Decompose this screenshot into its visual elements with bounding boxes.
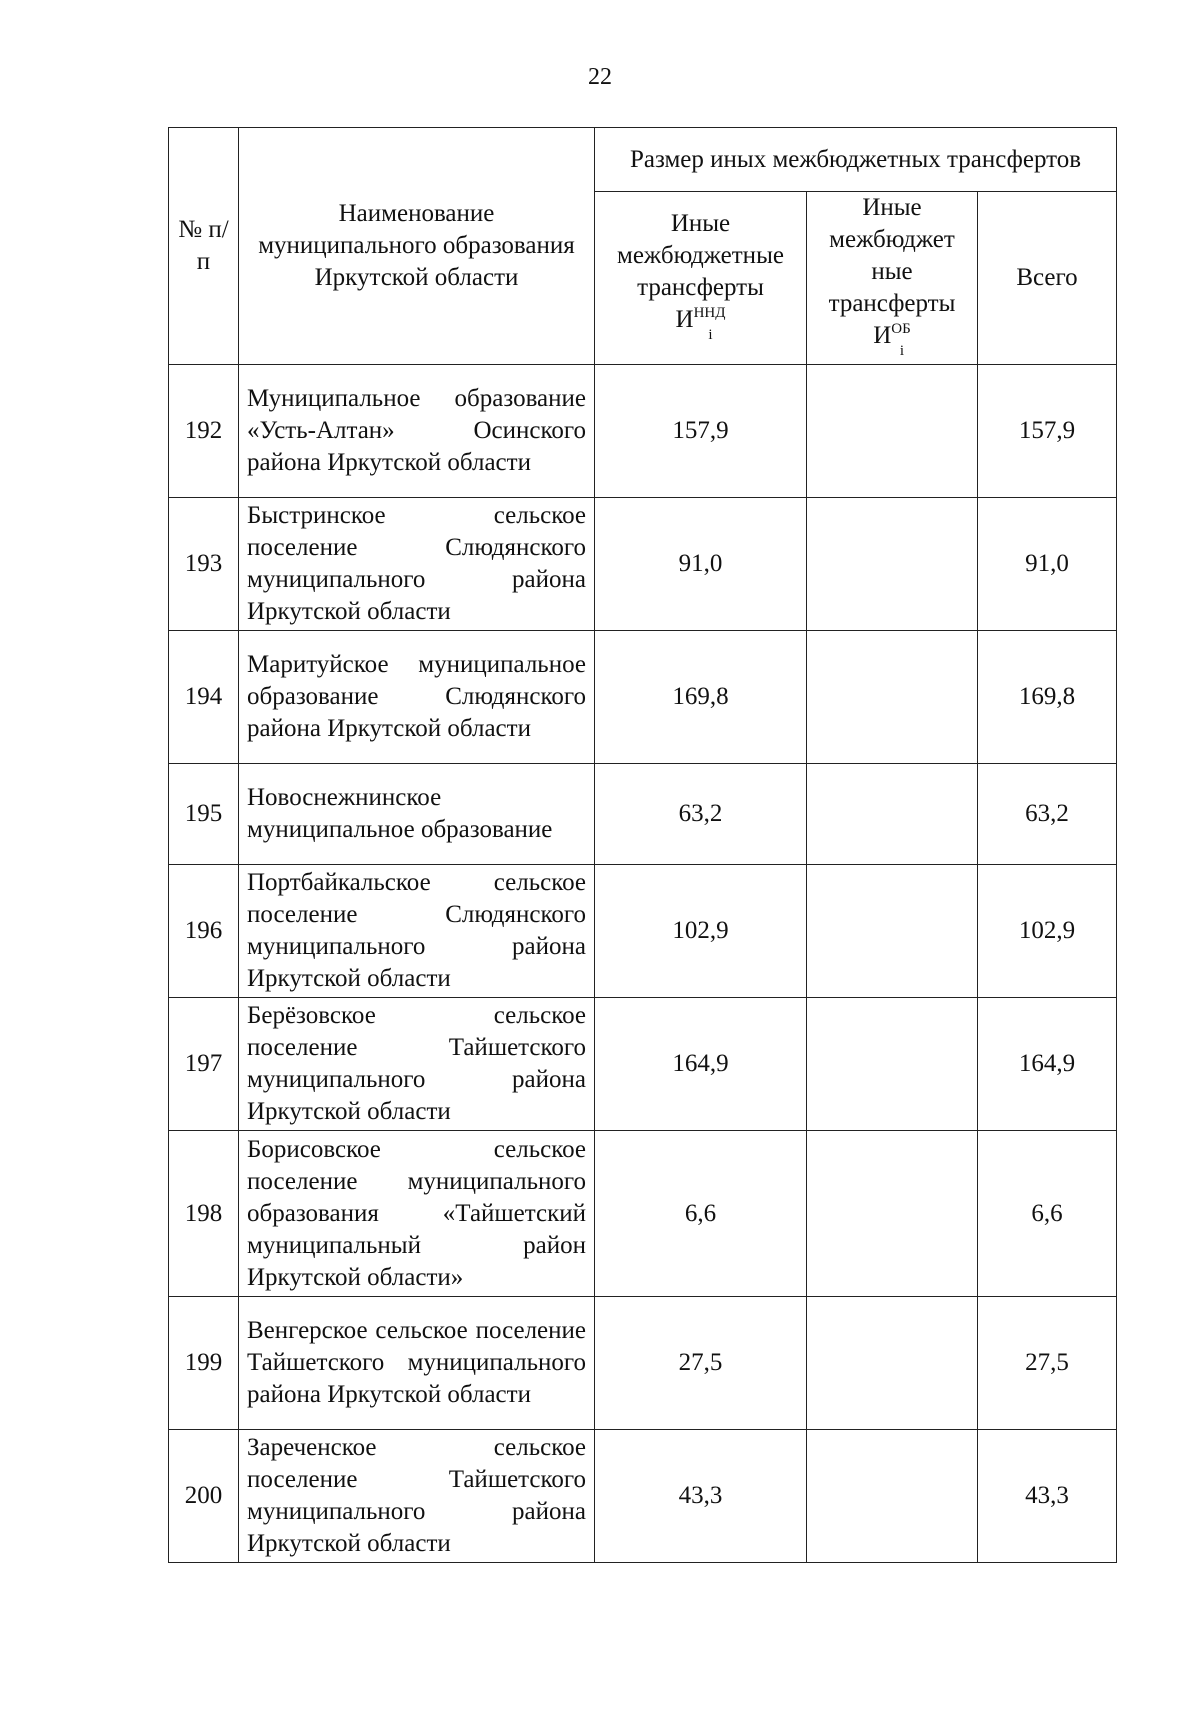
row-name: Венгерское сельское поселение Тайшетского муниципального района Иркутской области (239, 1297, 595, 1430)
row-name: Берёзовское сельское поселение Тайшетского муниципального района Иркутской области (239, 998, 595, 1131)
row-nnd-value: 6,6 (595, 1131, 807, 1297)
header-number (169, 128, 239, 365)
row-ob-value (807, 998, 978, 1131)
row-nnd-value: 157,9 (595, 365, 807, 498)
row-total-value: 164,9 (978, 998, 1117, 1131)
row-number: 198 (169, 1131, 239, 1297)
page-number: 22 (588, 64, 612, 90)
header-total (978, 192, 1117, 365)
header-number-label: № п/п (178, 216, 229, 275)
symbol-ob-sub: i (899, 343, 905, 359)
table-row (169, 998, 1117, 1131)
row-total-value: 63,2 (978, 764, 1117, 865)
row-ob-value (807, 865, 978, 998)
row-name: Муниципальное образование «Усть-Алтан» Осинского района Иркутской области (239, 365, 595, 498)
row-total-value: 6,6 (978, 1131, 1117, 1297)
row-total-value: 169,8 (978, 631, 1117, 764)
row-total-value: 102,9 (978, 865, 1117, 998)
row-number: 195 (169, 764, 239, 865)
row-number: 192 (169, 365, 239, 498)
header-ob (807, 192, 978, 365)
row-ob-value (807, 365, 978, 498)
row-ob-value (807, 1430, 978, 1563)
header-nnd (595, 192, 807, 365)
row-total-value: 91,0 (978, 498, 1117, 631)
header-group-label: Размер иных межбюджетных трансфертов (629, 145, 1082, 173)
row-total-value: 157,9 (978, 365, 1117, 498)
row-number: 194 (169, 631, 239, 764)
row-ob-value (807, 764, 978, 865)
symbol-nnd-letter: И (675, 306, 694, 333)
symbol-nnd (676, 304, 726, 341)
table-row (169, 498, 1117, 631)
row-ob-value (807, 498, 978, 631)
row-name: Новоснежнинское муниципальное образование (239, 764, 595, 865)
row-nnd-value: 164,9 (595, 998, 807, 1131)
row-number: 199 (169, 1297, 239, 1430)
row-nnd-value: 27,5 (595, 1297, 807, 1430)
table-row (169, 764, 1117, 865)
row-name: Зареченское сельское поселение Тайшетского муниципального района Иркутской области (239, 1430, 595, 1563)
row-number: 197 (169, 998, 239, 1131)
header-name-label: Наименование муниципального образования Иркутской области (258, 200, 575, 291)
row-ob-value (807, 1131, 978, 1297)
header-transfers-group (595, 128, 1117, 192)
symbol-nnd-sup: ННД (693, 305, 726, 321)
row-number: 200 (169, 1430, 239, 1563)
row-nnd-value: 63,2 (595, 764, 807, 865)
row-nnd-value: 91,0 (595, 498, 807, 631)
table-row (169, 1297, 1117, 1430)
header-name (239, 128, 595, 365)
symbol-nnd-sub: i (708, 327, 713, 343)
row-nnd-value: 43,3 (595, 1430, 807, 1563)
transfers-table (168, 127, 1117, 1563)
table-row (169, 631, 1117, 764)
table-row (169, 1430, 1117, 1563)
row-ob-value (807, 1297, 978, 1430)
row-name: Портбайкальское сельское поселение Слюдянского муниципального района Иркутской области (239, 865, 595, 998)
row-ob-value (807, 631, 978, 764)
symbol-ob-letter: И (873, 322, 892, 349)
row-number: 196 (169, 865, 239, 998)
header-total-label: Всего (1016, 264, 1078, 291)
header-nnd-label: Иные межбюджетные трансферты (617, 210, 784, 301)
table-row (169, 1131, 1117, 1297)
row-total-value: 43,3 (978, 1430, 1117, 1563)
symbol-ob-sup: ОБ (891, 321, 911, 337)
table-row (169, 365, 1117, 498)
row-nnd-value: 169,8 (595, 631, 807, 764)
row-name: Маритуйское муниципальное образование Слюдянского района Иркутской области (239, 631, 595, 764)
row-nnd-value: 102,9 (595, 865, 807, 998)
row-name: Борисовское сельское поселение муниципального образования «Тайшетский муниципальный район Иркутской области» (239, 1131, 595, 1297)
row-number: 193 (169, 498, 239, 631)
header-ob-label: Иные межбюджет ные трансферты (828, 194, 956, 317)
row-total-value: 27,5 (978, 1297, 1117, 1430)
symbol-ob (873, 320, 911, 357)
table-row (169, 865, 1117, 998)
row-name: Быстринское сельское поселение Слюдянского муниципального района Иркутской области (239, 498, 595, 631)
